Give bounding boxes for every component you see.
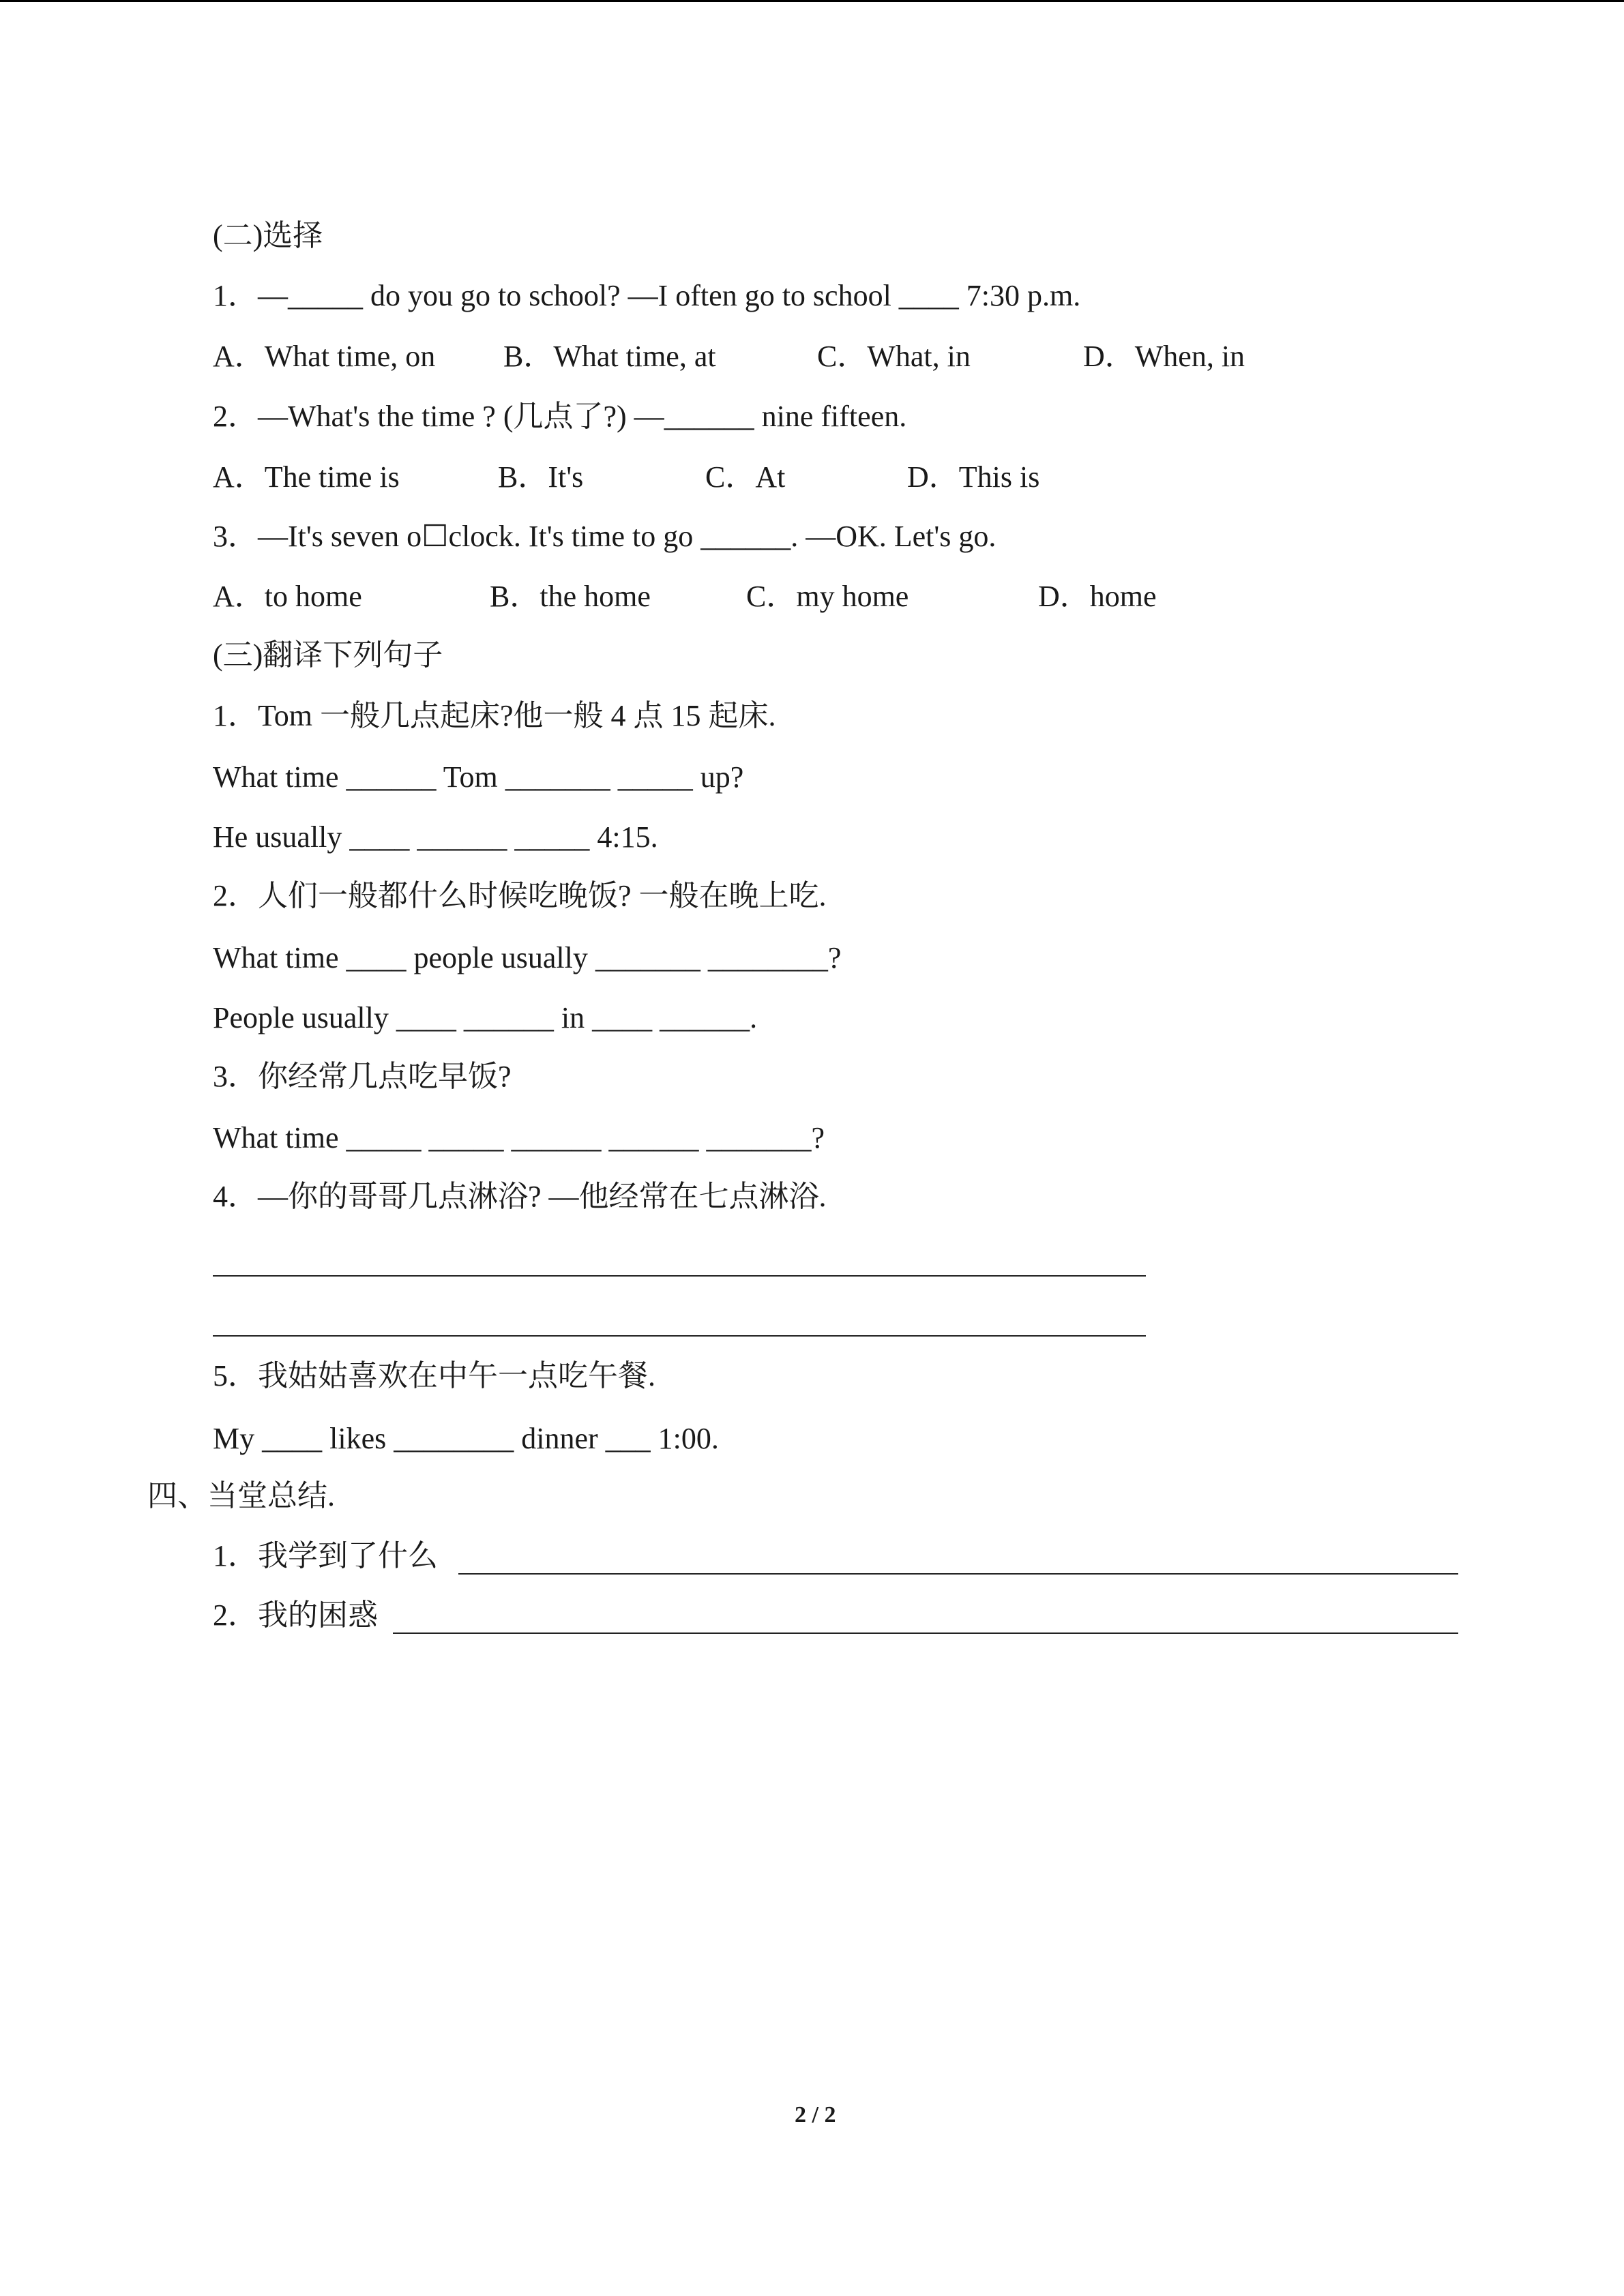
translate-prompt-5: 5．我姑姑喜欢在中午一点吃午餐. [213,1359,655,1392]
q2-option-d: D．This is [907,460,1040,494]
translate-line-5a: My ____ likes ________ dinner ___ 1:00. [213,1422,719,1455]
q2-option-b: B．It's [498,460,584,494]
translate-line-3a: What time _____ _____ ______ ______ _______? [213,1121,825,1154]
answer-line-4a [213,1275,1146,1277]
question-3: 3．—It's seven o☐clock. It's time to go ______. —OK. Let's go. [213,520,996,553]
q2-option-c: C．At [705,460,786,494]
question-1: 1．—_____ do you go to school? —I often go to school ____ 7:30 p.m. [213,279,1081,312]
translate-prompt-1: 1．Tom 一般几点起床?他一般 4 点 15 起床. [213,699,776,732]
section-heading-translate: (三)翻译下列句子 [213,638,443,672]
section-heading-choice: (二)选择 [213,219,323,252]
translate-line-1b: He usually ____ ______ _____ 4:15. [213,820,658,854]
translate-prompt-4: 4．—你的哥哥几点淋浴? —他经常在七点淋浴. [213,1180,827,1213]
translate-line-2a: What time ____ people usually _______ ________? [213,941,842,974]
q1-option-a: A．What time, on [213,340,436,373]
summary-line-2 [393,1632,1458,1634]
translate-line-1a: What time ______ Tom _______ _____ up? [213,760,744,794]
q3-option-b: B．the home [490,580,651,613]
q3-option-c: C．my home [746,580,909,613]
summary-item-2: 2．我的困惑 [213,1598,378,1632]
summary-item-1: 1．我学到了什么 [213,1539,438,1572]
summary-line-1 [458,1573,1458,1575]
translate-prompt-3: 3．你经常几点吃早饭? [213,1060,512,1093]
q1-option-c: C．What, in [817,340,971,373]
answer-line-4b [213,1335,1146,1337]
translate-prompt-2: 2．人们一般都什么时候吃晚饭? 一般在晚上吃. [213,879,827,912]
q3-option-a: A．to home [213,580,362,613]
q3-option-d: D．home [1038,580,1157,613]
translate-line-2b: People usually ____ ______ in ____ ______. [213,1001,758,1034]
page-number: 2 / 2 [795,2102,836,2128]
q1-option-d: D．When, in [1083,340,1245,373]
question-2: 2．—What's the time ? (几点了?) —______ nine fifteen. [213,400,907,433]
top-border [0,0,1624,2]
q1-option-b: B．What time, at [503,340,716,373]
q2-option-a: A．The time is [213,460,400,494]
section-heading-summary: 四、当堂总结. [147,1479,335,1512]
